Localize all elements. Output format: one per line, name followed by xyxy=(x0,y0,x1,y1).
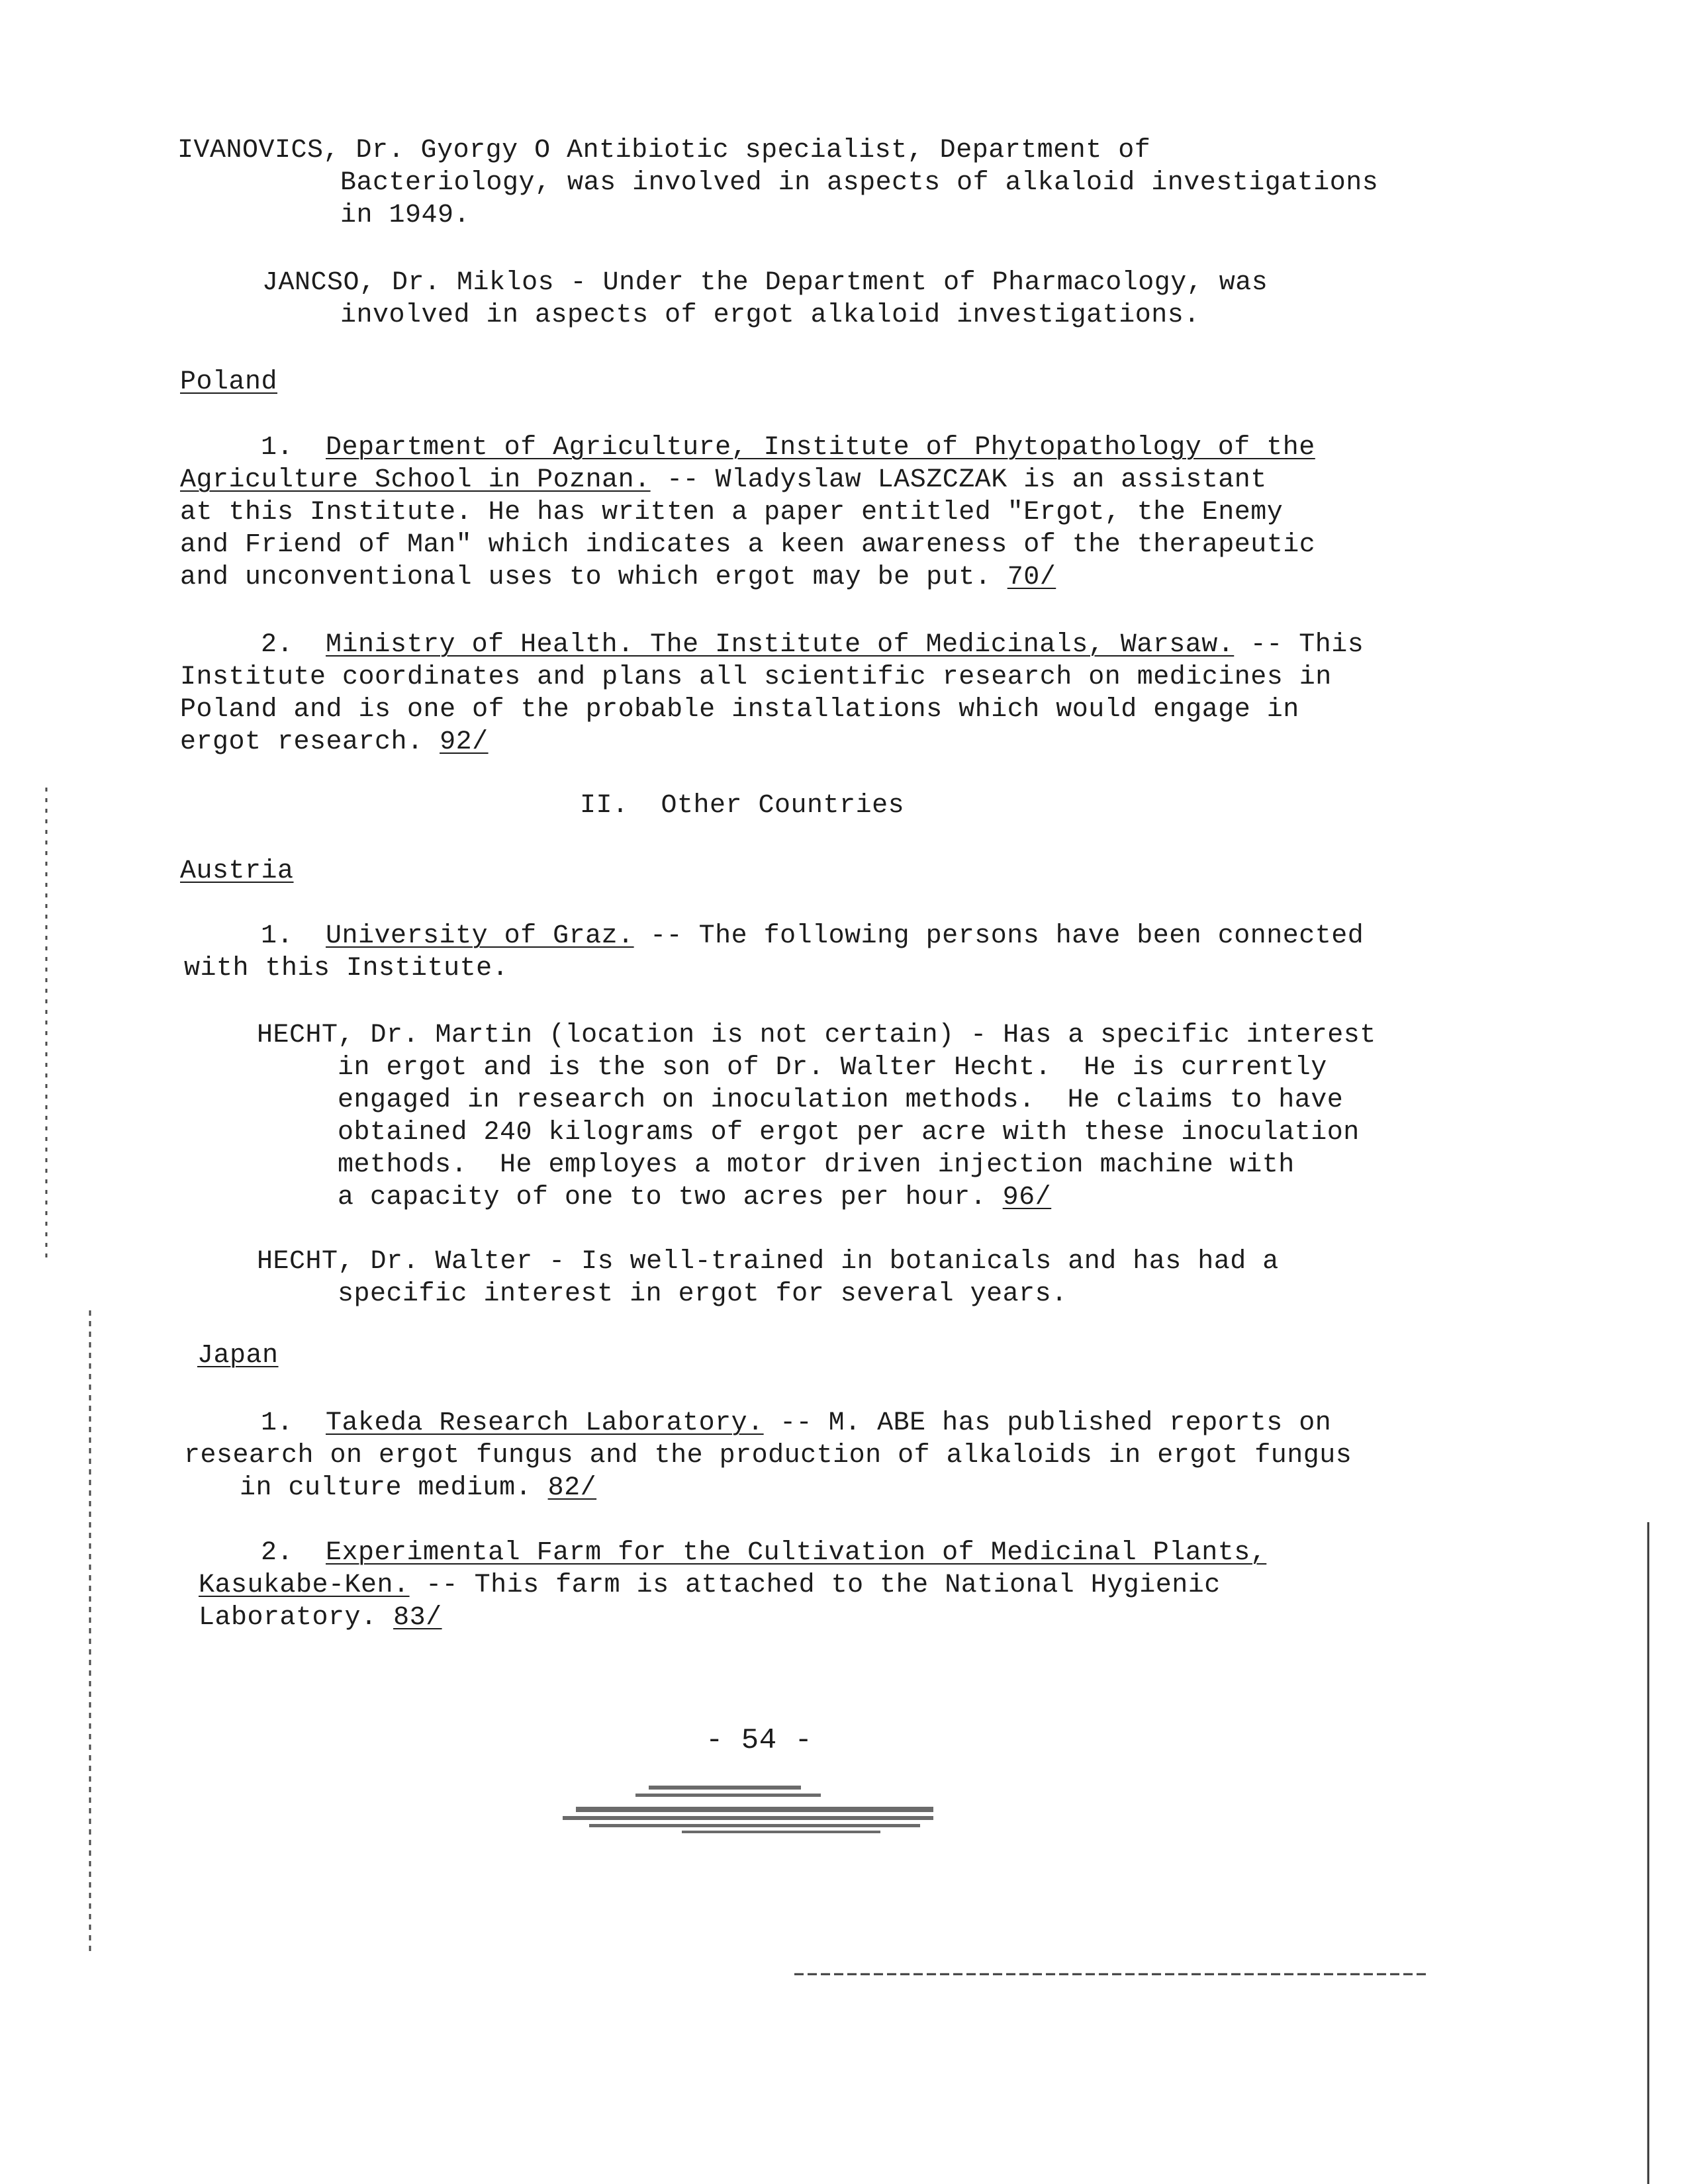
entry-ivanovics-line-2: Bacteriology, was involved in aspects of alkaloid investigations xyxy=(340,168,1379,198)
hecht-martin-line-5: methods. He employes a motor driven injection machine with xyxy=(338,1150,1295,1180)
hecht-martin-line-3: engaged in research on inoculation methods. He claims to have xyxy=(338,1085,1344,1115)
japan-item-1-title-rest: -- M. ABE has published reports on xyxy=(763,1408,1332,1438)
japan-item-2-title: Experimental Farm for the Cultivation of Medicinal Plants, xyxy=(326,1538,1267,1568)
poland-item-1-number: 1. xyxy=(261,433,294,463)
japan-item-1-line-1 xyxy=(261,1407,1331,1439)
japan-item-1-title: Takeda Research Laboratory. xyxy=(326,1408,764,1438)
hecht-martin-line-2: in ergot and is the son of Dr. Walter Hecht. He is currently xyxy=(338,1053,1327,1083)
footnote-ref: 92/ xyxy=(440,727,489,757)
japan-item-2-title-rest: -- This farm is attached to the National Hygienic xyxy=(409,1570,1221,1600)
hecht-walter-line-2: specific interest in ergot for several years. xyxy=(338,1279,1068,1309)
japan-item-2-line-1 xyxy=(261,1537,1266,1569)
poland-item-2-number: 2. xyxy=(261,630,294,660)
hecht-walter-line-1: HECHT, Dr. Walter - Is well-trained in botanicals and has had a xyxy=(257,1247,1279,1277)
entry-ivanovics-line-3: in 1949. xyxy=(340,201,471,230)
poland-item-1-line-2 xyxy=(180,464,1267,496)
poland-item-1-title: Department of Agriculture, Institute of Phytopathology of the xyxy=(326,433,1315,463)
poland-item-1-line-5 xyxy=(180,561,1056,594)
footnote-ref: 83/ xyxy=(393,1603,442,1633)
poland-item-2-line-2: Institute coordinates and plans all scientific research on medicines in xyxy=(180,662,1332,692)
section-title-other-countries: II. Other Countries xyxy=(580,791,905,821)
poland-item-2-title-rest: -- This xyxy=(1234,630,1364,660)
entry-jancso-line-1: JANCSO, Dr. Miklos - Under the Department of Pharmacology, was xyxy=(262,268,1268,298)
poland-item-1-line-4: and Friend of Man" which indicates a keen awareness of the therapeutic xyxy=(180,530,1316,560)
japan-item-2-title-cont: Kasukabe-Ken. xyxy=(199,1570,410,1600)
left-margin-artifact xyxy=(40,761,99,2019)
japan-item-2-line-3 xyxy=(199,1602,442,1634)
poland-item-2-title: Ministry of Health. The Institute of Medicinals, Warsaw. xyxy=(326,630,1235,660)
austria-item-1-line-1 xyxy=(261,920,1364,952)
right-margin-artifact xyxy=(1628,1522,1668,2184)
poland-item-2-line-3: Poland and is one of the probable installations which would engage in xyxy=(180,695,1299,725)
bottom-scan-artifact xyxy=(794,1971,1430,1978)
austria-item-1-title-rest: -- The following persons have been connected xyxy=(633,921,1364,951)
entry-ivanovics-line-1: IVANOVICS, Dr. Gyorgy O Antibiotic specialist, Department of xyxy=(177,136,1151,165)
austria-item-1-title: University of Graz. xyxy=(326,921,634,951)
austria-item-1-line-2: with this Institute. xyxy=(184,954,509,983)
section-heading-japan: Japan xyxy=(197,1341,279,1371)
poland-item-1-rest: -- Wladyslaw LASZCZAK is an assistant xyxy=(650,465,1267,495)
hecht-martin-line-6 xyxy=(338,1181,1051,1214)
entry-jancso-line-2: involved in aspects of ergot alkaloid investigations. xyxy=(340,300,1200,330)
footnote-ref: 70/ xyxy=(1007,563,1056,592)
poland-item-1-line-3: at this Institute. He has written a paper entitled "Ergot, the Enemy xyxy=(180,498,1284,527)
japan-item-1-last: in culture medium. xyxy=(240,1473,532,1503)
japan-item-1-line-3 xyxy=(240,1472,596,1504)
poland-item-1-title-cont: Agriculture School in Poznan. xyxy=(180,465,651,495)
hecht-martin-line-1: HECHT, Dr. Martin (location is not certain) - Has a specific interest xyxy=(257,1021,1376,1050)
hecht-martin-line-4: obtained 240 kilograms of ergot per acre with these inoculation xyxy=(338,1118,1360,1148)
section-heading-poland: Poland xyxy=(180,367,278,397)
japan-item-2-number: 2. xyxy=(261,1538,294,1568)
hecht-martin-last: a capacity of one to two acres per hour. xyxy=(338,1183,987,1212)
footnote-ref: 82/ xyxy=(547,1473,597,1503)
austria-item-1-number: 1. xyxy=(261,921,294,951)
footnote-ref: 96/ xyxy=(1002,1183,1052,1212)
poland-item-2-line-4 xyxy=(180,726,489,758)
smudged-stamp xyxy=(549,1780,960,1840)
section-heading-austria: Austria xyxy=(180,856,294,886)
poland-item-1-last: and unconventional uses to which ergot may be put. xyxy=(180,563,992,592)
japan-item-1-line-2: research on ergot fungus and the production of alkaloids in ergot fungus xyxy=(184,1441,1352,1471)
japan-item-1-number: 1. xyxy=(261,1408,294,1438)
page-number: - 54 - xyxy=(706,1724,813,1757)
japan-item-2-line-2 xyxy=(199,1569,1221,1602)
japan-item-2-last: Laboratory. xyxy=(199,1603,377,1633)
poland-item-2-last: ergot research. xyxy=(180,727,424,757)
poland-item-1-line-1 xyxy=(261,432,1315,464)
poland-item-2-line-1 xyxy=(261,629,1364,661)
